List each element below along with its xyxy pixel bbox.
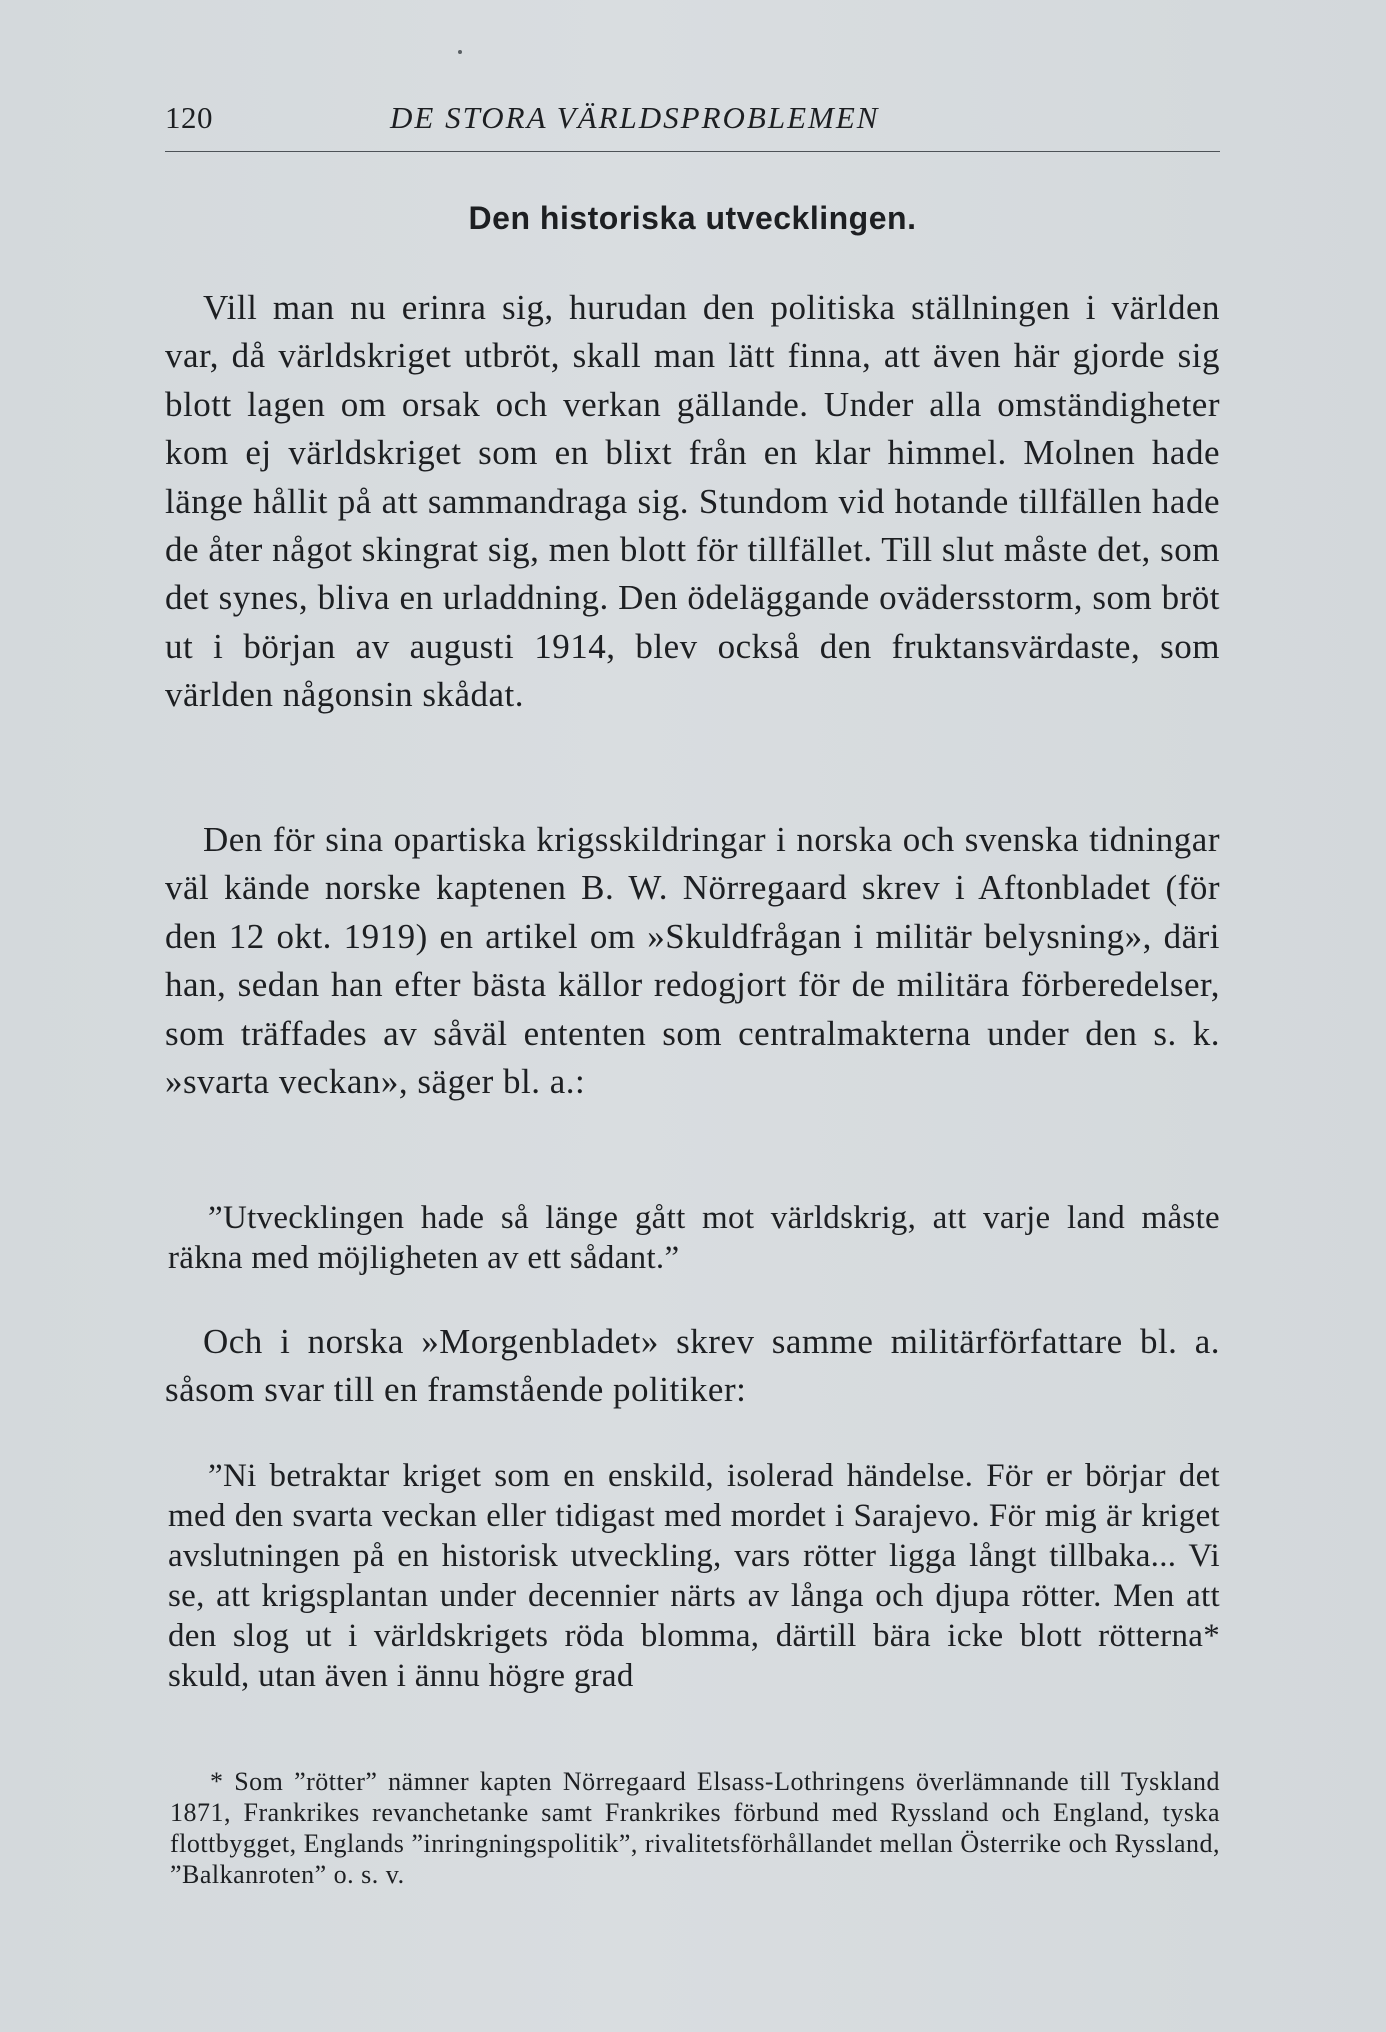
block-quote-1: ”Utvecklingen hade så länge gått mot världskrig, att varje land måste räkna med möjligheten av ett sådant.”: [168, 1200, 1220, 1276]
body-paragraph-1: Vill man nu erinra sig, hurudan den politiska ställningen i världen var, då världskriget utbröt, skall man lätt finna, att även här gjorde sig blott lagen om orsak och verkan gällande. Under alla omständigheter kom ej världskriget som en blixt från en klar himmel. Molnen hade länge hållit på att sammandraga sig. Stundom vid hotande tillfällen hade de åter något skingrat sig, men blott för tillfället. Till slut måste det, som det synes, bliva en urladdning. Den ödeläggande ovädersstorm, som bröt ut i början av augusti 1914, blev också den fruktansvärdaste, som världen någonsin skådat.: [165, 288, 1220, 715]
page-number: 120: [165, 100, 213, 135]
body-paragraph-3: Och i norska »Morgenbladet» skrev samme militärförfattare bl. a. såsom svar till en framstående politiker:: [165, 1322, 1220, 1410]
header-rule: [165, 151, 1220, 152]
ink-speck: [458, 50, 462, 54]
footnote-separator: [165, 1758, 1220, 1759]
footnote: * Som ”rötter” nämner kapten Nörregaard Elsass-Lothringens överlämnande till Tyskland 1871, Frankrikes revanchetanke samt Frankrikes förbund med Ryssland och England, tyska flottbygget, Englands ”inringningspolitik”, rivalitetsförhållandet mellan Österrike och Ryssland, ”Balkanroten” o. s. v.: [170, 1767, 1220, 1889]
block-quote-2: ”Ni betraktar kriget som en enskild, isolerad händelse. För er börjar det med den svarta veckan eller tidigast med mordet i Sarajevo. För mig är kriget avslutningen på en historisk utveckling, vars rötter ligga långt tillbaka... Vi se, att krigsplantan under decennier närts av långa och djupa rötter. Men att den slog ut i världskrigets röda blomma, därtill bära icke blott rötterna* skuld, utan även i ännu högre grad: [168, 1458, 1220, 1694]
running-title: DE STORA VÄRLDSPROBLEMEN: [390, 100, 880, 135]
page-header: [165, 100, 1220, 150]
section-heading: Den historiska utvecklingen.: [468, 200, 917, 236]
body-paragraph-2: Den för sina opartiska krigsskildringar i norska och svenska tidningar väl kände norske kaptenen B. W. Nörregaard skrev i Aftonbladet (för den 12 okt. 1919) en artikel om »Skuldfrågan i militär belysning», däri han, sedan han efter bästa källor redogjort för de militära förberedelser, som träffades av såväl ententen som centralmakterna under den s. k. »svarta veckan», säger bl. a.:: [165, 820, 1220, 1102]
